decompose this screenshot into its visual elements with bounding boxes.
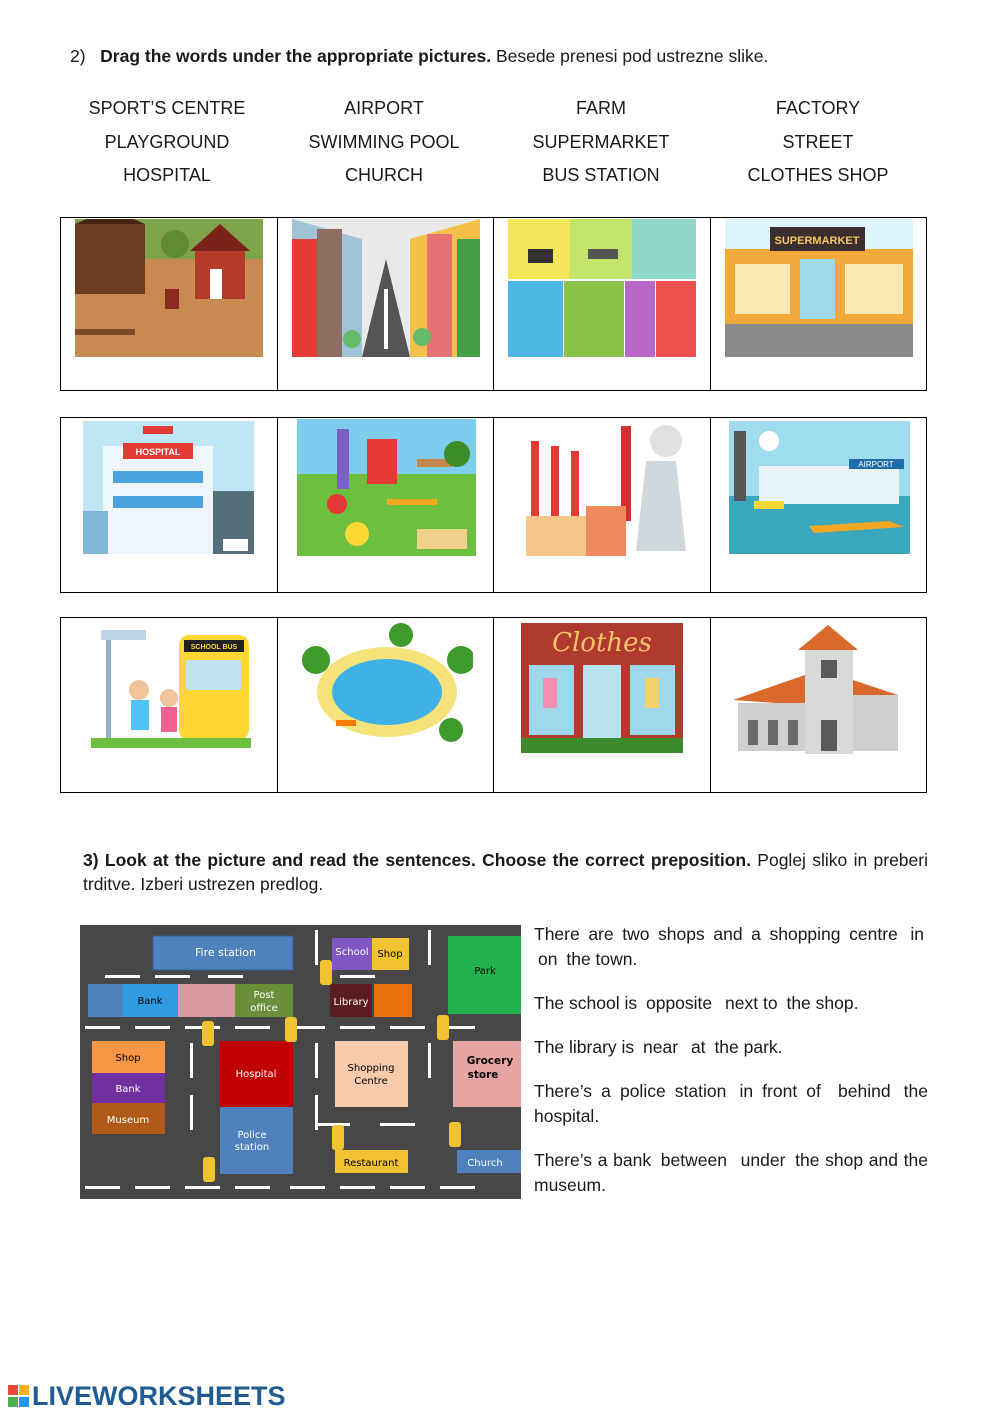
map-shopping-2: Centre (354, 1076, 388, 1087)
drop-cell-3-4[interactable] (710, 618, 927, 792)
drop-cell-3-1[interactable] (61, 618, 277, 792)
farm-picture (75, 219, 263, 357)
word-swimming-pool[interactable]: SWIMMING POOL (308, 132, 460, 152)
sentence-1-end: the town. (566, 949, 638, 969)
drop-cell-1-1[interactable] (61, 218, 277, 390)
task-2-instruction-sl: Besede prenesi pod ustrezne slike. (495, 46, 769, 66)
drop-cell-1-4[interactable] (710, 218, 927, 390)
option-opposite[interactable]: opposite (645, 993, 713, 1013)
option-under[interactable]: under (740, 1150, 786, 1170)
sentence-4-end: the hospital. (534, 1081, 928, 1126)
picture-row-2 (60, 417, 927, 593)
clothes-sign: Clothes (552, 628, 652, 658)
map-restaurant: Restaurant (343, 1158, 399, 1169)
map-school: School (335, 947, 369, 958)
map-shop-left: Shop (115, 1053, 141, 1064)
option-at[interactable]: at (690, 1037, 706, 1057)
map-bank-left: Bank (115, 1084, 141, 1095)
map-police-2: station (234, 1142, 270, 1153)
word-supermarket[interactable]: SUPERMARKET (532, 132, 670, 152)
sentence-1-start: There are two shops and a shopping centre (534, 924, 898, 944)
liveworksheets-logo (8, 1381, 286, 1412)
word-clothes-shop[interactable]: CLOTHES SHOP (747, 165, 889, 185)
sentence-3-start: The library is (534, 1037, 635, 1057)
brand-name: LIVEWORKSHEETS (32, 1381, 286, 1411)
sentences (534, 922, 928, 1217)
sentence-1 (534, 922, 928, 972)
word-factory[interactable]: FACTORY (775, 98, 861, 118)
option-near[interactable]: near (643, 1037, 679, 1057)
supermarket-picture (725, 219, 913, 357)
map-bank-top: Bank (137, 996, 163, 1007)
supermarket-sign: SUPERMARKET (774, 235, 859, 247)
word-airport[interactable]: AIRPORT (344, 98, 424, 118)
drop-cell-3-2[interactable] (277, 618, 494, 792)
map-shopping-1: Shopping (347, 1063, 395, 1074)
sentence-5-start: There’s a bank (534, 1150, 652, 1170)
map-fire-station: Fire station (195, 946, 256, 959)
drop-cell-1-3[interactable] (493, 218, 710, 390)
map-post-office-2: office (250, 1003, 278, 1014)
option-on[interactable]: on (538, 949, 558, 969)
map-park: Park (474, 966, 496, 977)
word-church[interactable]: CHURCH (345, 165, 423, 185)
street-picture (292, 219, 480, 357)
option-next-to[interactable]: next to (725, 993, 778, 1013)
drop-cell-3-3[interactable] (493, 618, 710, 792)
task-3-instruction-sl: Poglej sliko in preberi trditve. Izberi ustrezen predlog. (83, 850, 928, 894)
sentence-2-end: the shop. (786, 993, 859, 1013)
picture-row-1 (60, 217, 927, 391)
map-grocery-1: Grocery (466, 1055, 514, 1067)
word-hospital[interactable]: HOSPITAL (123, 165, 211, 185)
sentence-3 (534, 1035, 928, 1060)
sentence-4 (534, 1079, 928, 1129)
sentence-2-start: The school is (534, 993, 638, 1013)
sentence-3-end: the park. (714, 1037, 783, 1057)
option-between[interactable]: between (660, 1150, 727, 1170)
option-in[interactable]: in (910, 924, 924, 944)
sports-centre-picture (508, 219, 696, 357)
sentence-4-start: There’s a police station (534, 1081, 727, 1101)
map-police-1: Police (237, 1130, 267, 1141)
word-farm[interactable]: FARM (575, 98, 626, 118)
picture-row-3 (60, 617, 927, 793)
map-hospital: Hospital (235, 1069, 277, 1080)
hospital-sign: HOSPITAL (135, 447, 181, 457)
task-2-instruction-en: Drag the words under the appropriate pictures. (100, 46, 492, 66)
school-bus-sign: SCHOOL BUS (190, 644, 238, 651)
word-sports-centre[interactable]: SPORT’S CENTRE (88, 98, 246, 118)
map-museum: Museum (106, 1115, 150, 1126)
liveworksheets-logo-icon (8, 1385, 30, 1409)
swimming-pool-picture (301, 620, 473, 752)
drop-cell-2-2[interactable] (277, 418, 494, 592)
hospital-picture (83, 421, 254, 554)
playground-picture (297, 419, 476, 556)
sentence-5-end: the shop and the museum. (534, 1150, 928, 1195)
option-behind[interactable]: behind (838, 1081, 891, 1101)
clothes-shop-picture (521, 623, 683, 753)
bus-station-picture (91, 620, 251, 754)
option-in-front-of[interactable]: in front of (739, 1081, 821, 1101)
map-grocery-2: store (467, 1069, 499, 1081)
task-2-number: 2) (70, 46, 86, 66)
factory-picture (516, 421, 689, 556)
map-church: Church (467, 1158, 503, 1169)
task-3-title (83, 848, 928, 896)
word-street[interactable]: STREET (782, 132, 854, 152)
sentence-5 (534, 1148, 928, 1198)
word-bus-station[interactable]: BUS STATION (542, 165, 660, 185)
airport-sign: AIRPORT (857, 460, 894, 469)
map-post-office-1: Post (253, 990, 275, 1001)
drop-cell-2-1[interactable] (61, 418, 277, 592)
task-2-title (70, 46, 768, 67)
drop-cell-2-4[interactable] (710, 418, 927, 592)
drop-cell-1-2[interactable] (277, 218, 494, 390)
church-picture (733, 625, 903, 754)
map-library: Library (333, 997, 369, 1008)
airport-picture (729, 421, 910, 554)
task-3-instruction-en: 3) Look at the picture and read the sentences. Choose the correct preposition. (83, 850, 751, 870)
sentence-2 (534, 991, 928, 1016)
town-map (80, 925, 521, 1199)
drop-cell-2-3[interactable] (493, 418, 710, 592)
map-shop-top: Shop (377, 949, 403, 960)
word-playground[interactable]: PLAYGROUND (104, 132, 230, 152)
